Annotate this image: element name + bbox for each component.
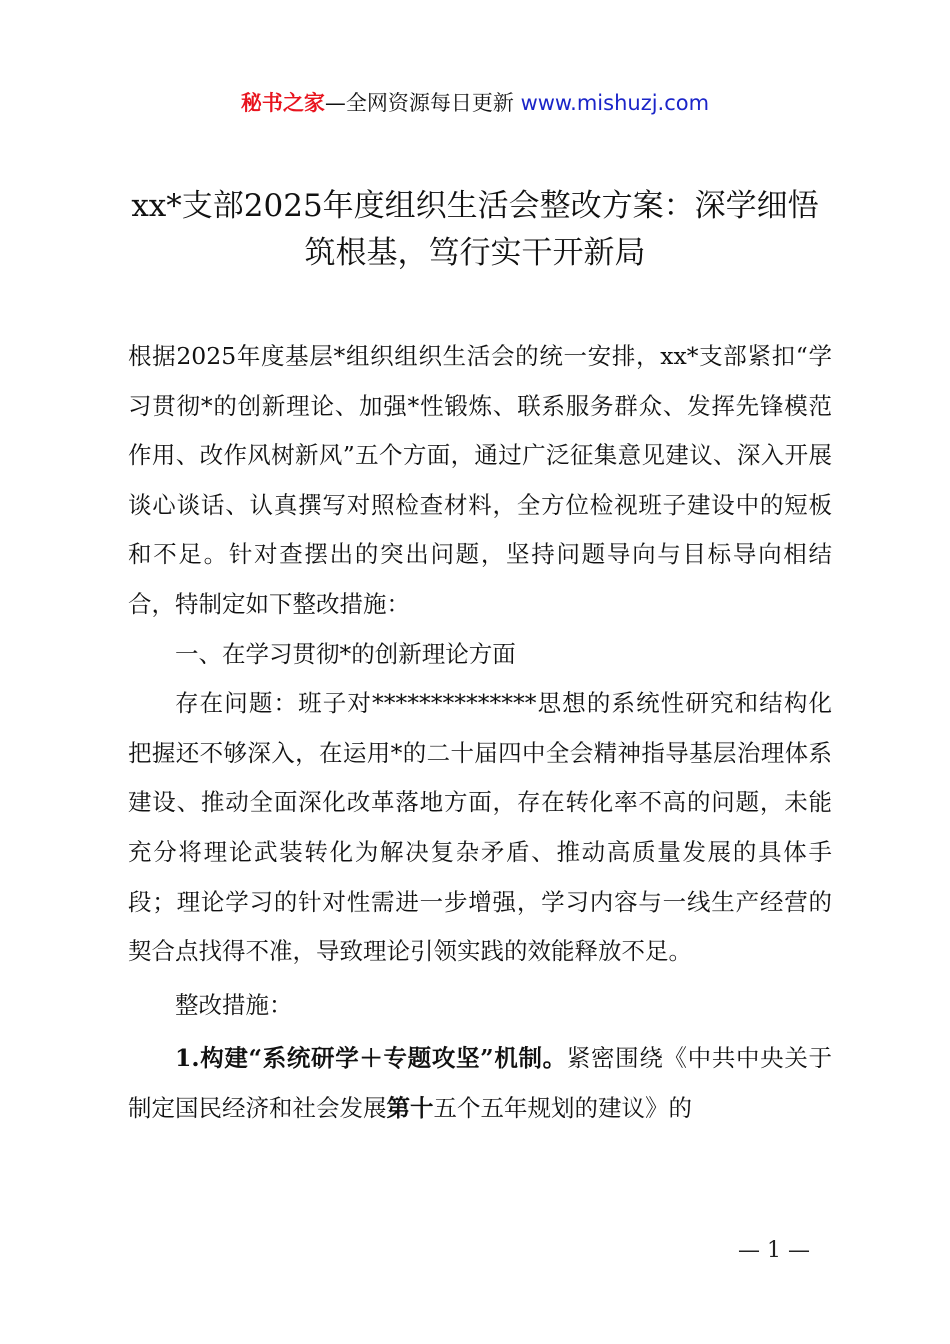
page-number: — 1 — [738,1238,810,1263]
measure-bold-mid: 第十 [386,1093,434,1122]
brand-name: 秘书之家 [240,91,325,115]
measure-title: 1.构建“系统研学＋专题攻坚”机制。 [175,1044,567,1073]
intro-paragraph: 根据2025年度基层*组织组织生活会的统一安排，xx*支部紧扣“学习贯彻*的创新理论、加强*性锻炼、联系服务群众、发挥先锋模范作用、改作风树新风”五个方面，通过广泛征集意见建议、深入开展谈心谈话、认真撰写对照检查材料，全方位检视班子建设中的短板和不足。针对查摆出的突出问题，坚持问题导向与目标导向相结合，特制定如下整改措施： [128,342,832,618]
document-title: xx*支部2025年度组织生活会整改方案：深学细悟筑根基，笃行实干开新局 [131,188,819,271]
measure-paragraph [128,1034,832,1133]
section-heading: 一、在学习贯彻*的创新理论方面 [175,639,516,668]
problem-paragraph: 存在问题：班子对**************思想的系统性研究和结构化把握还不够深入，在运用*的二十届四中全会精神指导基层治理体系建设、推动全面深化改革落地方面，存在转化率不高的问题，未能充分将理论武装转化为解决复杂矛盾、推动高质量发展的具体手段；理论学习的针对性需进一步增强，学习内容与一线生产经营的契合点找得不准，导致理论引领实践的效能释放不足。 [128,689,832,966]
site-url: www.mishuzj.com [520,91,710,115]
measures-label: 整改措施： [175,990,293,1019]
measure-text-a: 紧密围绕《中共中央关于制定国民经济和社会发展 [128,1044,832,1122]
measure-text-b: 五个五年规划的建议》的 [433,1093,692,1122]
document-body [128,332,832,1134]
site-header [0,88,950,118]
header-slogan: —全网资源每日更新 [324,91,521,115]
